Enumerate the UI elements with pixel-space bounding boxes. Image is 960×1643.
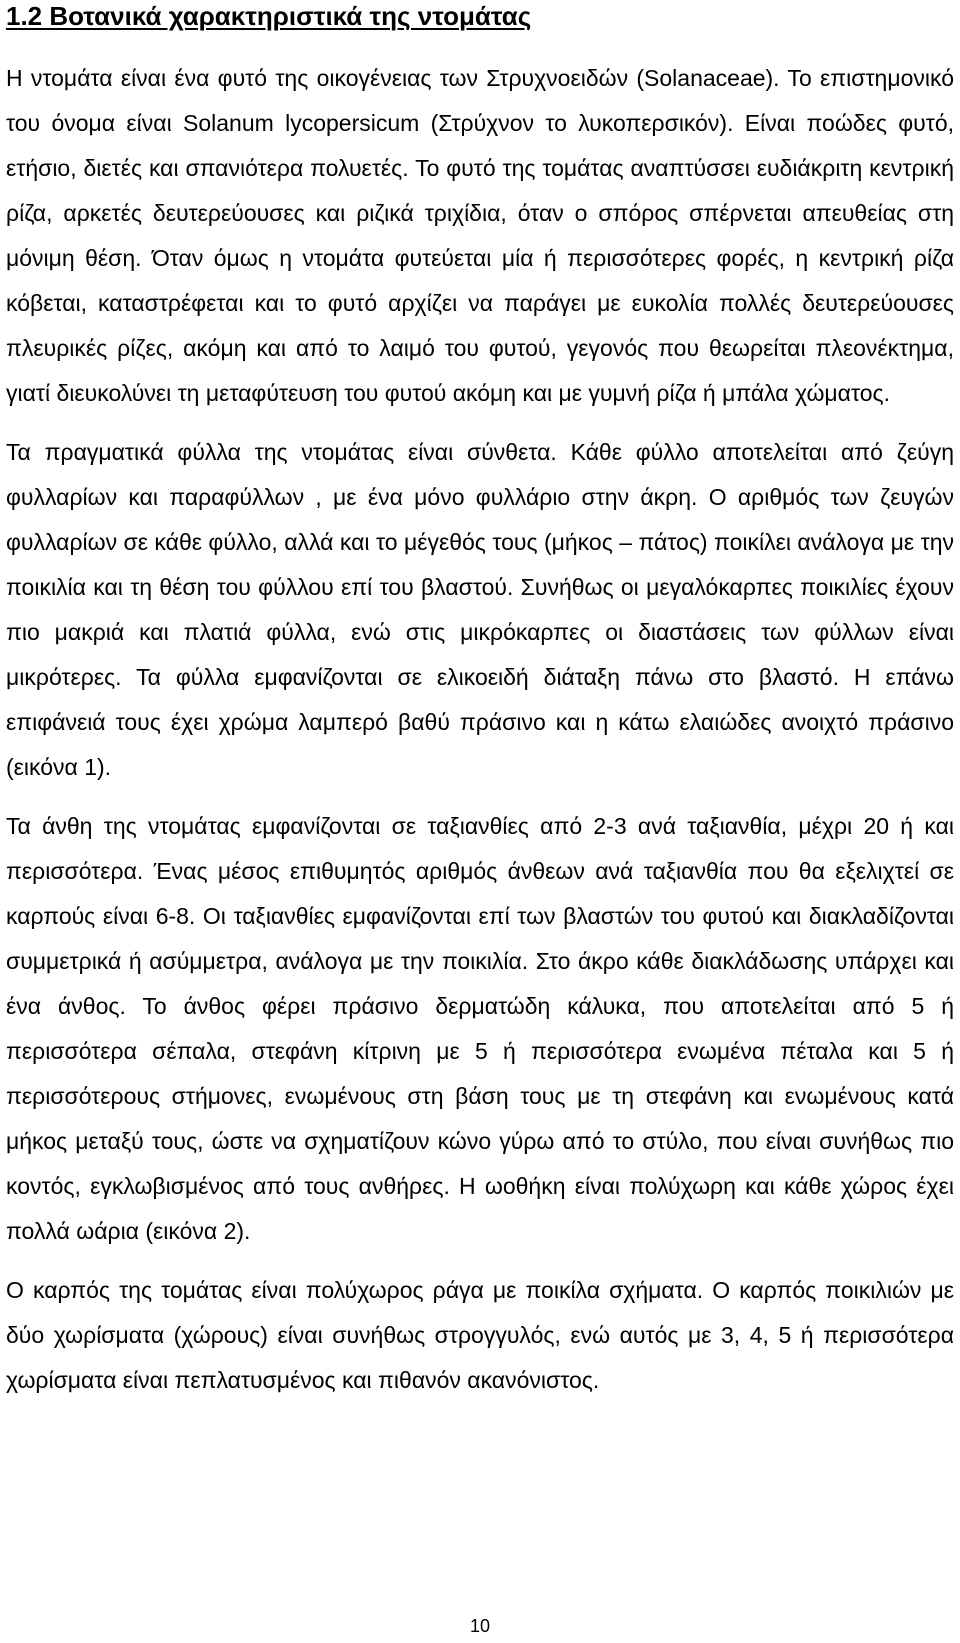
paragraph-roots: Η ντομάτα είναι ένα φυτό της οικογένειας των Στρυχνοειδών (Solanaceae). Το επιστημονικό του όνομα είναι Solanum lycopersicum (Στρύχνον το λυκοπερσικόν). Είναι ποώδες φυτό, ετήσιο, διετές και σπανιότερα πολυετές. Το φυτό της τομάτας αναπτύσσει ευδιάκριτη κεντρική ρίζα, αρκετές δευτερεύουσες και ριζικά τριχίδια, όταν ο σπόρος σπέρνεται απευθείας στη μόνιμη θέση. Όταν όμως η ντομάτα φυτεύεται μία ή περισσότερες φορές, η κεντρική ρίζα κόβεται, καταστρέφεται και το φυτό αρχίζει να παράγει με ευκολία πολλές δευτερεύουσες πλευρικές ρίζες, ακόμη και από το λαιμό του φυτού, γεγονός που θεωρείται πλεονέκτημα, γιατί διευκολύνει τη μεταφύτευση του φυτού ακόμη και με γυμνή ρίζα ή μπάλα χώματος.	[6, 65, 954, 406]
page-number: 10	[469, 1616, 491, 1636]
document-body	[6, 56, 954, 1417]
paragraph-flowers: Τα άνθη της ντομάτας εμφανίζονται σε ταξιανθίες από 2-3 ανά ταξιανθία, μέχρι 20 ή και περισσότερα. Ένας μέσος επιθυμητός αριθμός άνθεων ανά ταξιανθία που θα εξελιχτεί σε καρπούς είναι 6-8. Οι ταξιανθίες εμφανίζονται επί των βλαστών του φυτού και διακλαδίζονται συμμετρικά ή ασύμμετρα, ανάλογα με την ποικιλία. Στο άκρο κάθε διακλάδωσης υπάρχει και ένα άνθος. Το άνθος φέρει πράσινο δερματώδη κάλυκα, που αποτελείται από 5 ή περισσότερα σέπαλα, στεφάνη κίτρινη με 5 ή περισσότερα ενωμένα πέταλα και 5 ή περισσότερους στήμονες, ενωμένους στη βάση τους με τη στεφάνη και ενωμένους κατά μήκος μεταξύ τους, ώστε να σχηματίζουν κώνο γύρω από το στύλο, που είναι συνήθως πιο κοντός, εγκλωβισμένος από τους ανθήρες. Η ωοθήκη είναι πολύχωρη και κάθε χώρος έχει πολλά ωάρια (εικόνα 2).	[6, 813, 954, 1244]
paragraph-leaves: Τα πραγματικά φύλλα της ντομάτας είναι σύνθετα. Κάθε φύλλο αποτελείται από ζεύγη φυλλαρίων και παραφύλλων , με ένα μόνο φυλλάριο στην άκρη. Ο αριθμός των ζευγών φυλλαρίων σε κάθε φύλλο, αλλά και το μέγεθός τους (μήκος – πάτος) ποικίλει ανάλογα με την ποικιλία και τη θέση του φύλλου επί του βλαστού. Συνήθως οι μεγαλόκαρπες ποικιλίες έχουν πιο μακριά και πλατιά φύλλα, ενώ στις μικρόκαρπες οι διαστάσεις των φύλλων είναι μικρότερες. Τα φύλλα εμφανίζονται σε ελικοειδή διάταξη πάνω στο βλαστό. Η επάνω επιφάνειά τους έχει χρώμα λαμπερό βαθύ πράσινο και η κάτω ελαιώδες ανοιχτό πράσινο (εικόνα 1).	[6, 439, 954, 780]
section-heading: 1.2 Βοτανικά χαρακτηριστικά της ντομάτας	[6, 1, 532, 31]
paragraph-fruit: Ο καρπός της τομάτας είναι πολύχωρος ράγα με ποικίλα σχήματα. Ο καρπός ποικιλιών με δύο χωρίσματα (χώρους) είναι συνήθως στρογγυλός, ενώ αυτός με 3, 4, 5 ή περισσότερα χωρίσματα είναι πεπλατυσμένος και πιθανόν ακανόνιστος.	[6, 1277, 954, 1393]
